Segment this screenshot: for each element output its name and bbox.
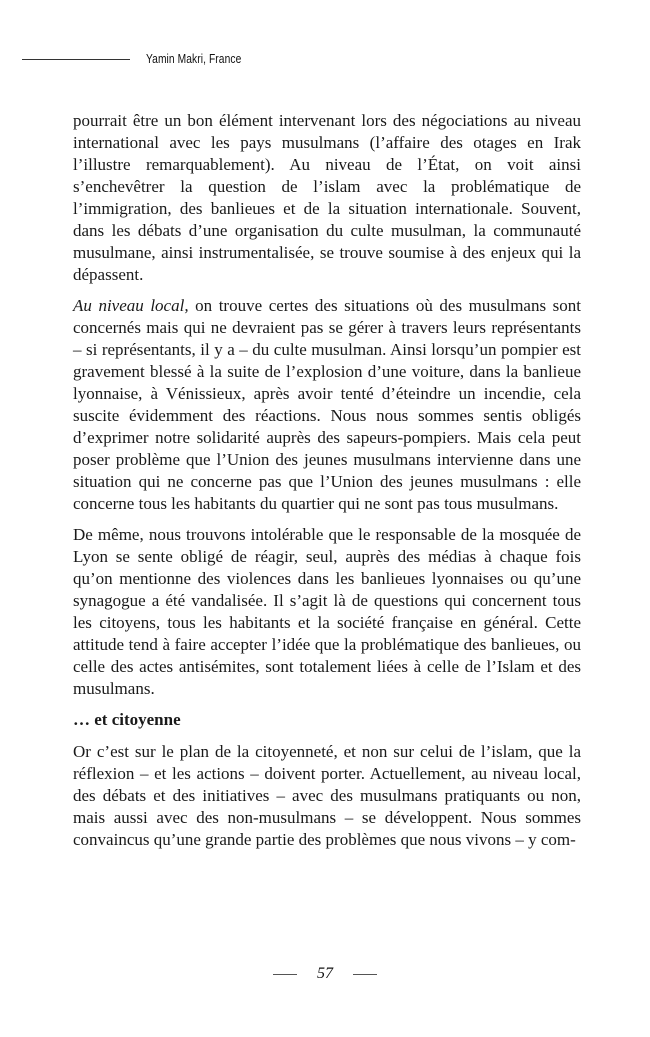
footer-rule-right	[353, 974, 377, 975]
running-head-rule	[22, 59, 130, 60]
paragraph-local-level	[73, 295, 581, 515]
running-head	[22, 52, 262, 66]
paragraph-local-level-text: on trouve certes des situations où des musulmans sont concernés mais qui ne devraient pas se gérer à travers leurs représentants – si représentants, il y a – du culte musulman. Ainsi lorsqu’un pompier est gravement blessé à la suite de l’explosion d’une voiture, dans la banlieue lyonnaise, à Vénissieux, après avoir tenté d’éteindre un incendie, cela suscite évidemment des réactions. Nous nous sommes sentis obligés d’exprimer notre solidarité auprès des sapeurs-pompiers. Mais cela peut poser problème que l’Union des jeunes musulmans intervienne dans une situation qui ne concerne pas que l’Union des jeunes musulmans : elle concerne tous les habitants du quartier qui ne sont pas tous musulmans.	[73, 296, 581, 513]
paragraph-lyon-mosque: De même, nous trouvons intolérable que le responsable de la mosquée de Lyon se sente obligé de réagir, seul, auprès des médias à chaque fois qu’on mentionne des violences dans les banlieues lyonnaises ou qu’une synagogue a été vandalisée. Il s’agit là de questions qui concernent tous les citoyens, tous les habitants et la société française en général. Cette attitude tend à faire accepter l’idée que la problématique des banlieues, ou celle des actes antisémites, sont totalement liées à celle de l’Islam et des musulmans.	[73, 525, 581, 698]
footer-rule-left	[273, 974, 297, 975]
page-footer	[0, 965, 650, 983]
page-number: 57	[317, 965, 333, 982]
paragraph-lead-italic: Au niveau local,	[73, 296, 189, 315]
body-text	[73, 110, 581, 860]
running-head-author: Yamin Makri, France	[146, 52, 242, 66]
section-heading: … et citoyenne	[73, 710, 181, 729]
paragraph-citizenship: Or c’est sur le plan de la citoyenneté, et non sur celui de l’islam, que la réflexion – et les actions – doivent porter. Actuellement, au niveau local, des débats et des initiatives – avec des musulmans pratiquants ou non, mais aussi avec des non-musulmans – se développent. Nous sommes convaincus qu’une grande partie des problèmes que nous vivons – y com-	[73, 742, 581, 849]
paragraph-state-level: pourrait être un bon élément intervenant lors des négociations au niveau international avec les pays musulmans (l’affaire des otages en Irak l’illustre remarquablement). Au niveau de l’État, on voit ainsi s’enchevêtrer la question de l’islam avec la problématique de l’immigration, des banlieues et de la situation internationale. Souvent, dans les débats d’une organisation du culte musulman, la communauté musulmane, ainsi instrumentalisée, se trouve soumise à des enjeux qui la dépassent.	[73, 111, 581, 284]
